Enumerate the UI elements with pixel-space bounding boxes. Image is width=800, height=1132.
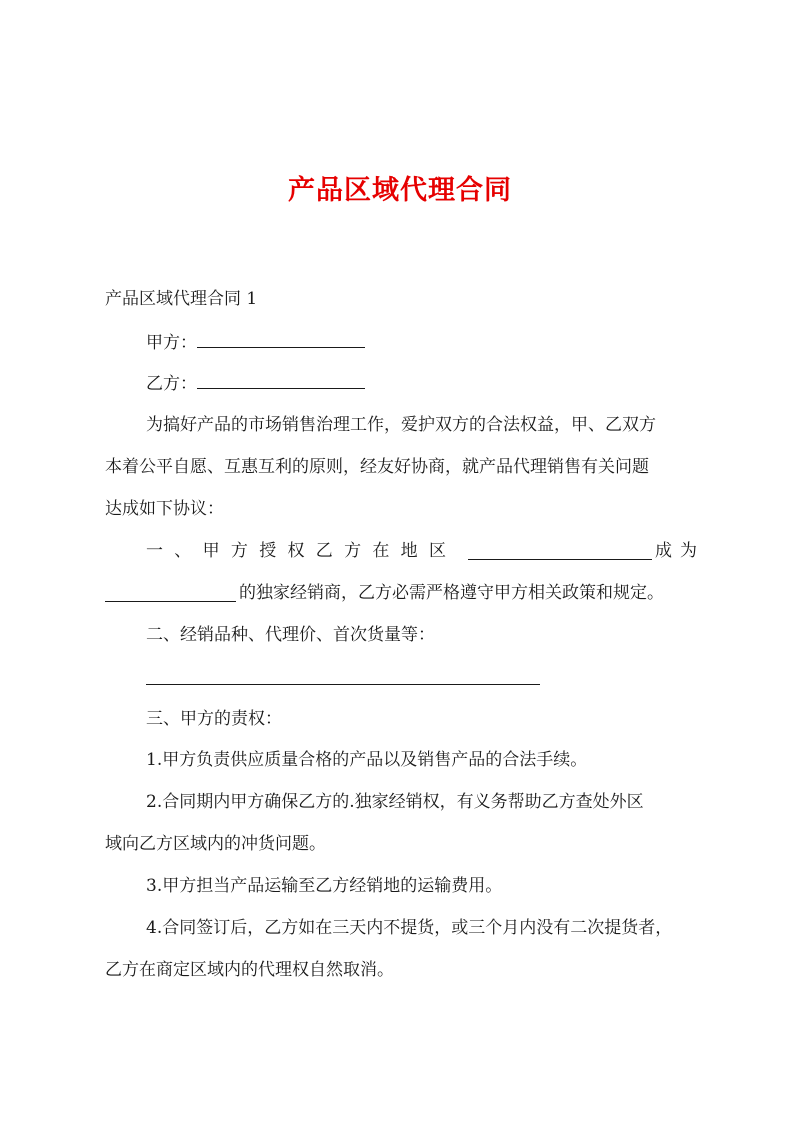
- clause-1-char: 权: [287, 541, 305, 561]
- clause-1-tail-char: 为: [680, 541, 697, 561]
- party-a-label: 甲方：: [146, 333, 197, 353]
- item-4-line-1: 4.合同签订后，乙方如在三天内不提货，或三个月内没有二次提货者，: [146, 918, 673, 938]
- item-2-line-2: 域向乙方区域内的冲货问题。: [105, 834, 326, 854]
- item-4-line-2: 乙方在商定区域内的代理权自然取消。: [105, 960, 394, 980]
- party-b-line: [146, 374, 365, 394]
- clause-1-char: 甲: [202, 541, 220, 561]
- intro-line-3: 达成如下协议：: [105, 499, 224, 519]
- party-b-label: 乙方：: [146, 374, 197, 394]
- item-3: 3.甲方担当产品运输至乙方经销地的运输费用。: [146, 876, 503, 896]
- party-a-line: [146, 333, 365, 353]
- clause-1-tail-char: 成: [655, 541, 672, 561]
- document-title: 产品区域代理合同: [288, 175, 512, 206]
- clause-1-char: 、: [174, 541, 192, 561]
- distributor-blank: [105, 601, 236, 602]
- clause-1-char: 方: [230, 541, 248, 561]
- contract-heading: 产品区域代理合同 1: [105, 289, 258, 309]
- clause-1-char: 乙: [315, 541, 333, 561]
- clause-1-char: 一: [146, 541, 163, 561]
- clause-1-char: 在: [372, 541, 390, 561]
- party-a-blank: [197, 333, 365, 348]
- intro-line-1: 为搞好产品的市场销售治理工作，爱护双方的合法权益，甲、乙双方: [146, 415, 656, 435]
- intro-line-2: 本着公平自愿、互惠互利的原则，经友好协商，就产品代理销售有关问题: [105, 457, 649, 477]
- clause-1-char: 方: [344, 541, 362, 561]
- region-blank: [468, 559, 652, 560]
- clause-1-tail: [655, 541, 697, 561]
- item-1: 1.甲方负责供应质量合格的产品以及销售产品的合法手续。: [146, 750, 588, 770]
- party-b-blank: [197, 374, 365, 389]
- clause-2-blank: [146, 684, 540, 685]
- item-2-line-1: 2.合同期内甲方确保乙方的.独家经销权，有义务帮助乙方查处外区: [146, 792, 644, 812]
- clause-2: 二、经销品种、代理价、首次货量等：: [146, 625, 435, 645]
- clause-1-justified: [146, 541, 446, 561]
- clause-1-char: 区: [428, 541, 446, 561]
- clause-1-char: 授: [259, 541, 277, 561]
- clause-1-line-2: 的独家经销商，乙方必需严格遵守甲方相关政策和规定。: [239, 583, 664, 603]
- clause-1-char: 地: [400, 541, 418, 561]
- clause-3: 三、甲方的责权：: [146, 709, 282, 729]
